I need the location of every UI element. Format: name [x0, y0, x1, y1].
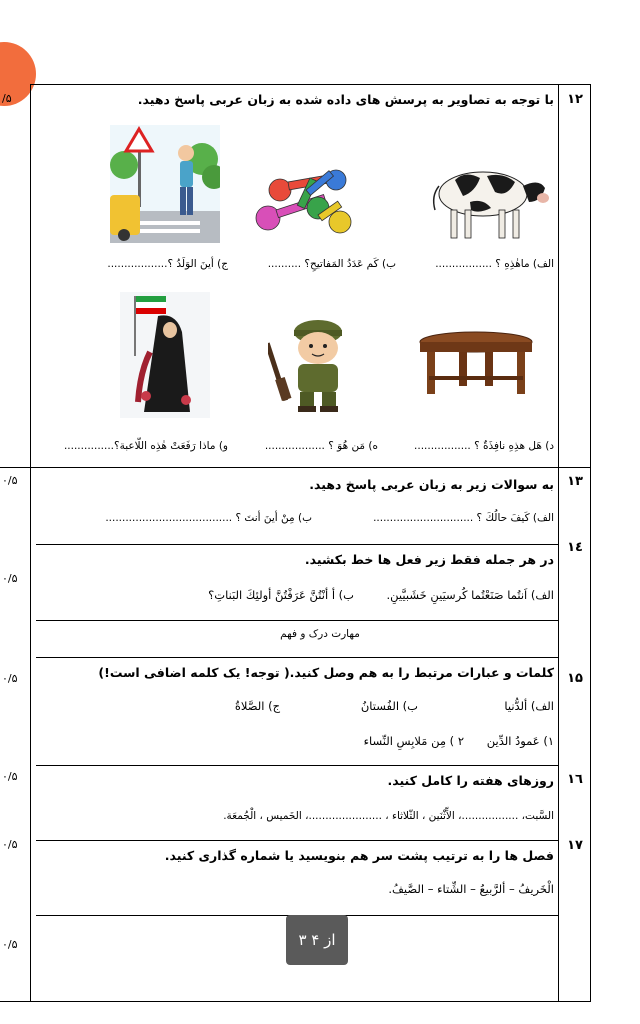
q12-e: ه) مَن هُوَ ؟ .................. [264, 440, 378, 452]
q15-score: ۰/۵ [2, 672, 18, 685]
q15-word-a: الف) ألدُّنيا [504, 699, 554, 713]
divider-16 [36, 765, 558, 766]
divider-14 [36, 544, 558, 545]
q12-d: د) هَل هذِهِ نافِذَةٌ ؟ ................. [414, 440, 554, 452]
q13-b: ب) مِنْ أينَ أنتَ ؟ ...................................... [105, 512, 312, 524]
q13-score: ۰/۵ [2, 474, 18, 487]
divider-15 [36, 657, 558, 658]
q16-score: ۰/۵ [2, 770, 18, 783]
table-image [415, 330, 537, 398]
q15-word-b: ب) الفُستانُ [360, 699, 418, 713]
q14-instruction: در هر جمله فقط زیر فعل ها خط بکشید. [304, 552, 554, 567]
frame-qnum-line [558, 84, 559, 1002]
q14-score: ۰/۵ [2, 572, 18, 585]
q12-f: و) ماذا رَفَعَتْ هٰذِه اللّاعبة؟............... [63, 440, 228, 452]
extra-score: ۰/۵ [2, 938, 18, 951]
q15-match-2: ۲ ) مِن مَلابِسِ النِّساء [363, 734, 464, 748]
q14-a: الف) اَنتُما صَنَعْتُما كُرسيَينِ خَشَبيَّينِ. [386, 588, 554, 602]
boy-image [110, 125, 220, 243]
row-divider-13 [0, 467, 591, 468]
divider-17 [36, 840, 558, 841]
page-number-badge: ۳ از ۴ [286, 915, 348, 965]
q16-instruction: روزهای هفته را کامل کنید. [387, 773, 554, 788]
q15-number: ۱۵ [567, 671, 583, 686]
q12-score: /۵ [2, 92, 12, 105]
frame-bottom-line [0, 1001, 591, 1002]
q17-number: ۱۷ [567, 838, 583, 853]
soldier-image [268, 318, 363, 413]
q13-a: الف) كَيفَ حالُكَ ؟ .............................. [373, 512, 554, 524]
q15-word-c: ج) الصَّلاةُ [234, 699, 280, 713]
q13-instruction: به سوالات زیر به زبان عربی پاسخ دهید. [309, 477, 554, 492]
q13-number: ۱۳ [567, 474, 583, 489]
keys-image [248, 160, 363, 240]
q14-number: ۱٤ [567, 540, 583, 555]
frame-left-line [30, 84, 31, 1002]
q14-b: ب) أ أنْتُنَّ عَرَفْتُنَّ أولئِكَ البَناتِ؟ [208, 588, 354, 602]
q15-match-1: ۱) عَمودُ الدِّين [486, 734, 554, 748]
q15-instruction: کلمات و عبارات مرتبط را به هم وصل کنید.( توجه! یک کلمه اضافی است!) [98, 665, 554, 680]
frame-top-line [30, 84, 591, 85]
frame-right-line [590, 84, 591, 1002]
q12-a: الف) ماهٰذِهِ ؟ ................. [435, 258, 554, 270]
q12-c: ج) أينَ الوَلَدُ ؟.................. [107, 258, 228, 270]
q12-b: ب) كَم عَدَدُ المَفاتيحِ؟ .......... [267, 258, 396, 270]
q12-instruction: با توجه به تصاویر به پرسش های داده شده به زبان عربی پاسخ دهید. [137, 92, 554, 107]
q16-text: السَّبت، .................، الاِّثْنَين ، الثّلاثاء ، ......................، الخَميس ، الْجُمعَة. [223, 810, 554, 822]
cow-image [425, 152, 553, 242]
divider-section [36, 620, 558, 621]
q17-instruction: فصل ها را به ترتیب پشت سر هم بنویسید یا شماره گذاری کنید. [164, 848, 554, 863]
q17-score: ۰/۵ [2, 838, 18, 851]
q17-text: الْخَريفُ – ألرَّبيعُ – الشِّتاء – الصَّيفُ. [388, 882, 554, 896]
q16-number: ۱٦ [567, 772, 583, 787]
section-title: مهارت درک و فهم [280, 628, 360, 640]
flag-woman-image [120, 292, 210, 418]
q12-number: ۱۲ [567, 92, 583, 107]
